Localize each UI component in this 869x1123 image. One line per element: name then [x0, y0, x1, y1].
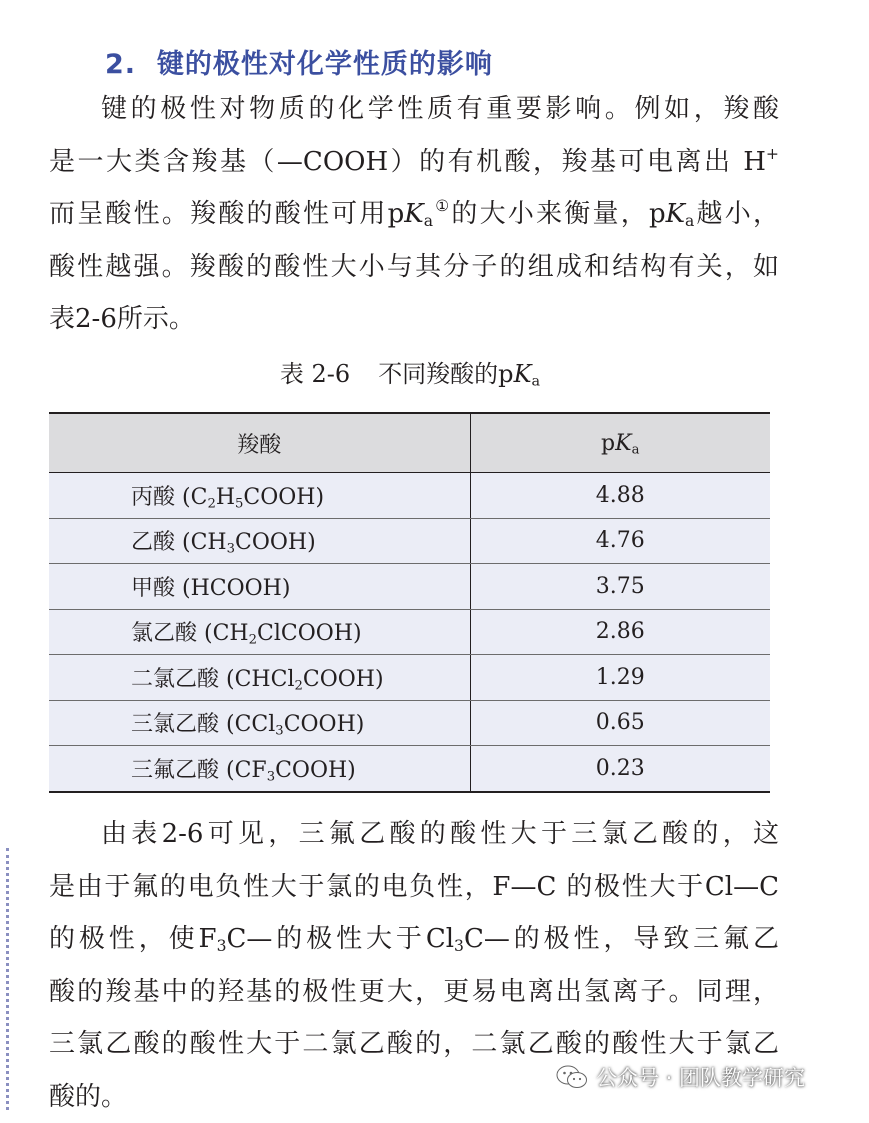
pka-value: 4.76 — [470, 518, 770, 564]
pka-value: 1.29 — [470, 655, 770, 701]
table-caption: 表 2-6 不同羧酸的$pK_a$ — [0, 354, 820, 389]
explanation-line-2: 是由于氟的电负性大于氯的电负性，F—C 的极性大于Cl—C — [49, 861, 779, 914]
table-row — [49, 518, 770, 564]
pka-value: 4.88 — [470, 473, 770, 519]
section-heading — [105, 42, 493, 81]
intro-line-3: 而呈酸性。羧酸的酸性可用$pK_a^①$的大小来衡量，$pK_a$越小， — [49, 188, 779, 241]
acid-name: 三氟乙酸 $(CF_3COOH)$ — [49, 746, 470, 792]
table-row — [49, 609, 770, 655]
pka-value: 3.75 — [470, 564, 770, 610]
table-row — [49, 746, 770, 792]
explanation-line-1: 由表2-6可见，三氟乙酸的酸性大于三氯乙酸的，这 — [49, 808, 779, 861]
acid-name: 乙酸 $(CH_3COOH)$ — [49, 518, 470, 564]
footnote-marker: ① — [433, 197, 451, 215]
table-row — [49, 564, 770, 610]
intro-line-4: 酸性越强。羧酸的酸性大小与其分子的组成和结构有关，如 — [49, 241, 779, 294]
pka-value: 0.23 — [470, 746, 770, 792]
explanation-line-5: 三氯乙酸的酸性大于二氯乙酸的，二氯乙酸的酸性大于氯乙 — [49, 1018, 779, 1071]
table-header-row — [49, 413, 770, 473]
table-row — [49, 655, 770, 701]
table-row — [49, 700, 770, 746]
section-number: 2. — [105, 49, 136, 80]
watermark-text: 公众号 · 团队教学研究 — [596, 1062, 805, 1092]
intro-line-2: 是一大类含羧基（—COOH）的有机酸，羧基可电离出 H+ — [49, 136, 779, 189]
acid-name: 氯乙酸 $(CH_2ClCOOH)$ — [49, 609, 470, 655]
intro-paragraph — [49, 83, 779, 346]
intro-line-5: 表2-6所示。 — [49, 293, 779, 346]
pka-table — [49, 412, 770, 793]
wechat-icon — [556, 1064, 588, 1090]
table-row — [49, 473, 770, 519]
acid-name: 三氯乙酸 (CCl$_3$COOH) — [49, 700, 470, 746]
table-caption-text: 不同羧酸的p — [378, 360, 513, 388]
header-pka: $pK_a$ — [470, 413, 770, 473]
pka-value: 0.65 — [470, 700, 770, 746]
acid-name: 甲酸 (HCOOH) — [49, 564, 470, 610]
explanation-line-3: 的极性，使$F_3C—$的极性大于$Cl_3C—$的极性，导致三氟乙 — [49, 913, 779, 966]
explanation-line-6: 酸的。 — [49, 1071, 779, 1123]
table-caption-number: 表 2-6 — [280, 360, 350, 388]
intro-line-1: 键的极性对物质的化学性质有重要影响。例如，羧酸 — [49, 83, 779, 136]
pka-value: 2.86 — [470, 609, 770, 655]
acid-name: 丙酸 $(C_2H_5COOH)$ — [49, 473, 470, 519]
acid-name: 二氯乙酸 (CHCl$_2$COOH) — [49, 655, 470, 701]
watermark — [556, 1062, 805, 1092]
header-acid: 羧酸 — [49, 413, 470, 473]
explanation-line-4: 酸的羧基中的羟基的极性更大，更易电离出氢离子。同理， — [49, 966, 779, 1019]
section-title-text: 键的极性对化学性质的影响 — [157, 49, 493, 80]
margin-dotted-rule — [6, 848, 9, 1110]
